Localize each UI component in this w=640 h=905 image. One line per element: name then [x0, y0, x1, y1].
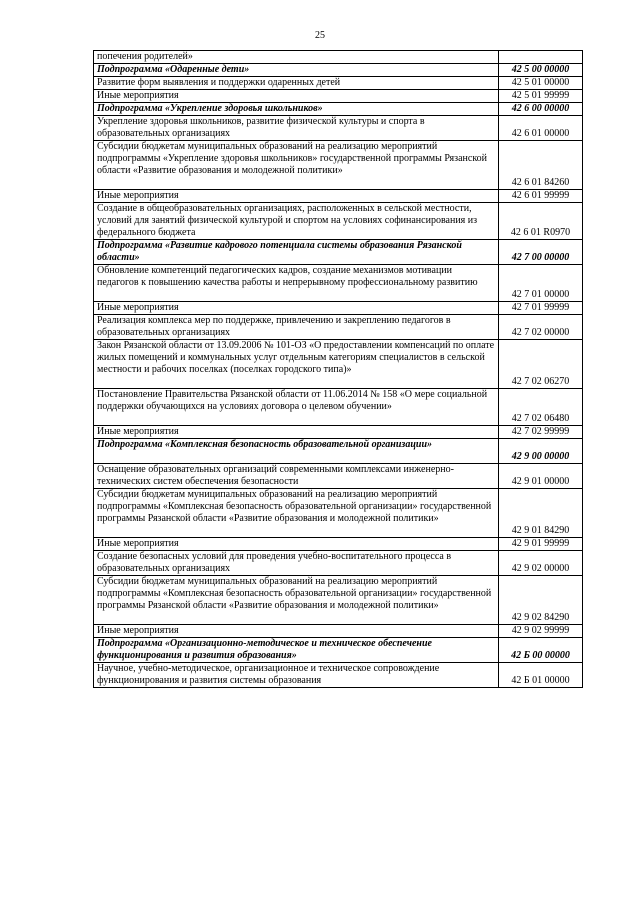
row-code: 42 6 01 R0970 [499, 203, 583, 240]
row-description: Субсидии бюджетам муниципальных образований на реализацию мероприятий подпрограммы «Комплексная безопасность образовательной организации» государственной программы Рязанской области «Развитие образования и молодежной политики» [94, 489, 499, 538]
row-description: Создание безопасных условий для проведения учебно-воспитательного процесса в образовательных организациях [94, 551, 499, 576]
row-description: Иные мероприятия [94, 538, 499, 551]
table-row [94, 302, 583, 315]
table-row [94, 576, 583, 625]
row-code: 42 7 02 99999 [499, 426, 583, 439]
row-code: 42 9 02 99999 [499, 625, 583, 638]
budget-classification-table [93, 50, 583, 688]
row-code: 42 7 00 00000 [499, 240, 583, 265]
subprogram-row [94, 439, 583, 464]
row-code: 42 9 02 00000 [499, 551, 583, 576]
page-number: 25 [315, 30, 325, 41]
row-description: Подпрограмма «Укрепление здоровья школьников» [94, 103, 499, 116]
table-row [94, 340, 583, 389]
row-description: Постановление Правительства Рязанской области от 11.06.2014 № 158 «О мере социальной поддержки обучающихся на условиях договора о целевом обучении» [94, 389, 499, 426]
row-code: 42 6 00 00000 [499, 103, 583, 116]
row-code: 42 5 00 00000 [499, 64, 583, 77]
row-code: 42 6 01 99999 [499, 190, 583, 203]
row-description: попечения родителей» [94, 51, 499, 64]
table-row [94, 265, 583, 302]
row-code: 42 Б 01 00000 [499, 663, 583, 688]
row-description: Реализация комплекса мер по поддержке, привлечению и закреплению педагогов в образовательных организациях [94, 315, 499, 340]
table-row [94, 389, 583, 426]
row-code: 42 Б 00 00000 [499, 638, 583, 663]
subprogram-row [94, 240, 583, 265]
row-code: 42 9 00 00000 [499, 439, 583, 464]
row-description: Подпрограмма «Комплексная безопасность образовательной организации» [94, 439, 499, 464]
row-description: Укрепление здоровья школьников, развитие физической культуры и спорта в образовательных организациях [94, 116, 499, 141]
row-code: 42 7 02 06270 [499, 340, 583, 389]
row-description: Создание в общеобразовательных организациях, расположенных в сельской местности, условий для занятий физической культурой и спортом на условиях софинансирования из федерального бюджета [94, 203, 499, 240]
row-description: Иные мероприятия [94, 426, 499, 439]
row-code [499, 51, 583, 64]
row-description: Иные мероприятия [94, 190, 499, 203]
row-description: Развитие форм выявления и поддержки одаренных детей [94, 77, 499, 90]
table-row [94, 426, 583, 439]
row-description: Подпрограмма «Развитие кадрового потенциала системы образования Рязанской области» [94, 240, 499, 265]
row-code: 42 9 01 00000 [499, 464, 583, 489]
table-row [94, 77, 583, 90]
row-description: Подпрограмма «Организационно-методическое и техническое обеспечение функционирования и развития образования» [94, 638, 499, 663]
table-row [94, 141, 583, 190]
table-row [94, 315, 583, 340]
row-description: Субсидии бюджетам муниципальных образований на реализацию мероприятий подпрограммы «Укрепление здоровья школьников» государственной программы Рязанской области «Развитие образования и молодежной политики» [94, 141, 499, 190]
row-description: Оснащение образовательных организаций современными комплексами инженерно-технических систем обеспечения безопасности [94, 464, 499, 489]
row-code: 42 6 01 84260 [499, 141, 583, 190]
table-row [94, 538, 583, 551]
table-row [94, 190, 583, 203]
row-description: Подпрограмма «Одаренные дети» [94, 64, 499, 77]
row-code: 42 5 01 99999 [499, 90, 583, 103]
row-code: 42 9 02 84290 [499, 576, 583, 625]
row-description: Закон Рязанской области от 13.09.2006 № 101-ОЗ «О предоставлении компенсаций по оплате жилых помещений и коммунальных услуг отдельным категориям специалистов в сельской местности и рабочих поселках (поселках городского типа)» [94, 340, 499, 389]
row-code: 42 7 02 00000 [499, 315, 583, 340]
row-description: Иные мероприятия [94, 302, 499, 315]
table-row [94, 116, 583, 141]
table-row [94, 663, 583, 688]
row-code: 42 7 02 06480 [499, 389, 583, 426]
table-row [94, 551, 583, 576]
row-description: Научное, учебно-методическое, организационное и техническое сопровождение функционирования и развития системы образования [94, 663, 499, 688]
subprogram-row [94, 103, 583, 116]
table-row [94, 464, 583, 489]
table-row [94, 625, 583, 638]
table-row [94, 51, 583, 64]
subprogram-row [94, 638, 583, 663]
row-code: 42 7 01 99999 [499, 302, 583, 315]
table-row [94, 203, 583, 240]
row-code: 42 9 01 84290 [499, 489, 583, 538]
row-description: Субсидии бюджетам муниципальных образований на реализацию мероприятий подпрограммы «Комплексная безопасность образовательной организации» государственной программы Рязанской области «Развитие образования и молодежной политики» [94, 576, 499, 625]
row-code: 42 9 01 99999 [499, 538, 583, 551]
row-description: Иные мероприятия [94, 90, 499, 103]
row-code: 42 5 01 00000 [499, 77, 583, 90]
table-row [94, 489, 583, 538]
table-row [94, 90, 583, 103]
row-description: Иные мероприятия [94, 625, 499, 638]
row-description: Обновление компетенций педагогических кадров, создание механизмов мотивации педагогов к повышению качества работы и непрерывному профессиональному развитию [94, 265, 499, 302]
row-code: 42 7 01 00000 [499, 265, 583, 302]
row-code: 42 6 01 00000 [499, 116, 583, 141]
subprogram-row [94, 64, 583, 77]
